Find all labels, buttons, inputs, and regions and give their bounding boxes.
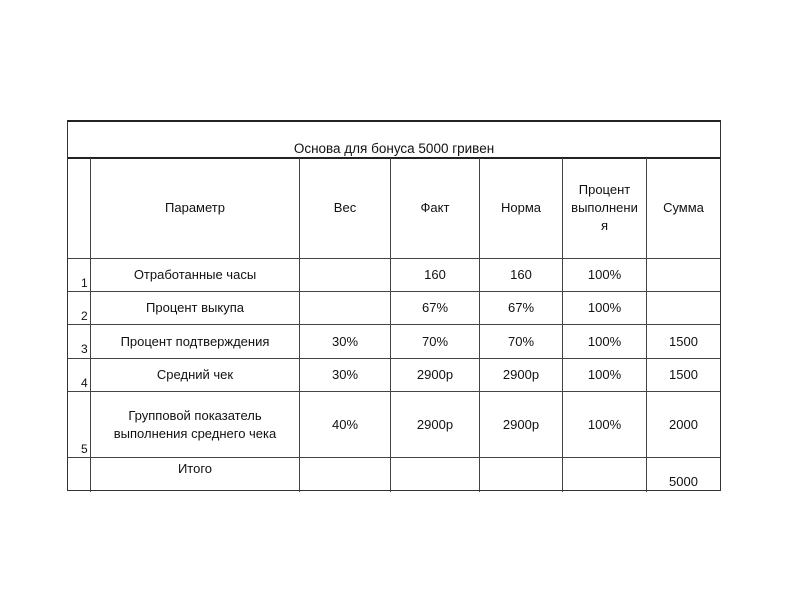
row-norm: 2900р [502,367,540,382]
row-fact: 160 [424,267,446,282]
row-parameter: Процент выкупа [146,300,244,315]
bonus-table [67,120,721,491]
row-sum: 2000 [669,416,698,432]
row-percent: 100% [587,333,622,349]
row-weight [300,292,390,324]
total-label: Итого [177,461,213,476]
row-number: 1 [81,276,88,290]
row-weight [300,259,390,291]
row-norm: 160 [510,267,532,282]
row-fact: 2900р [416,367,454,382]
row-percent: 100% [587,300,622,315]
row-number: 4 [81,376,88,390]
row-sum [647,292,720,324]
row-norm: 70% [507,333,535,349]
header-parameter: Параметр [165,200,225,215]
row-parameter: Групповой показатель выполнения среднего чека [113,407,277,441]
row-fact: 2900р [416,416,454,432]
row-fact: 70% [421,333,449,349]
header-norm: Норма [500,200,541,215]
row-parameter: Процент подтверждения [120,333,270,349]
row-sum [647,259,720,291]
row-percent: 100% [587,416,622,432]
header-weight: Вес [333,200,357,215]
row-number: 2 [81,309,88,323]
table-title: Основа для бонуса 5000 гривен [293,141,495,156]
total-sum: 5000 [669,474,698,489]
header-fact: Факт [420,200,450,215]
row-weight: 30% [331,333,359,349]
row-weight: 30% [331,367,359,382]
header-sum: Сумма [663,200,704,215]
row-sum: 1500 [669,333,698,349]
row-sum: 1500 [669,367,698,382]
row-norm: 67% [507,300,535,315]
header-percent: Процент выполнени я [571,182,638,233]
row-weight: 40% [331,416,359,432]
row-percent: 100% [587,267,622,282]
row-norm: 2900р [502,416,540,432]
row-number: 5 [81,442,88,456]
row-number: 3 [81,342,88,356]
row-fact: 67% [421,300,449,315]
row-parameter: Средний чек [156,367,234,382]
row-percent: 100% [587,367,622,382]
row-parameter: Отработанные часы [133,267,257,282]
